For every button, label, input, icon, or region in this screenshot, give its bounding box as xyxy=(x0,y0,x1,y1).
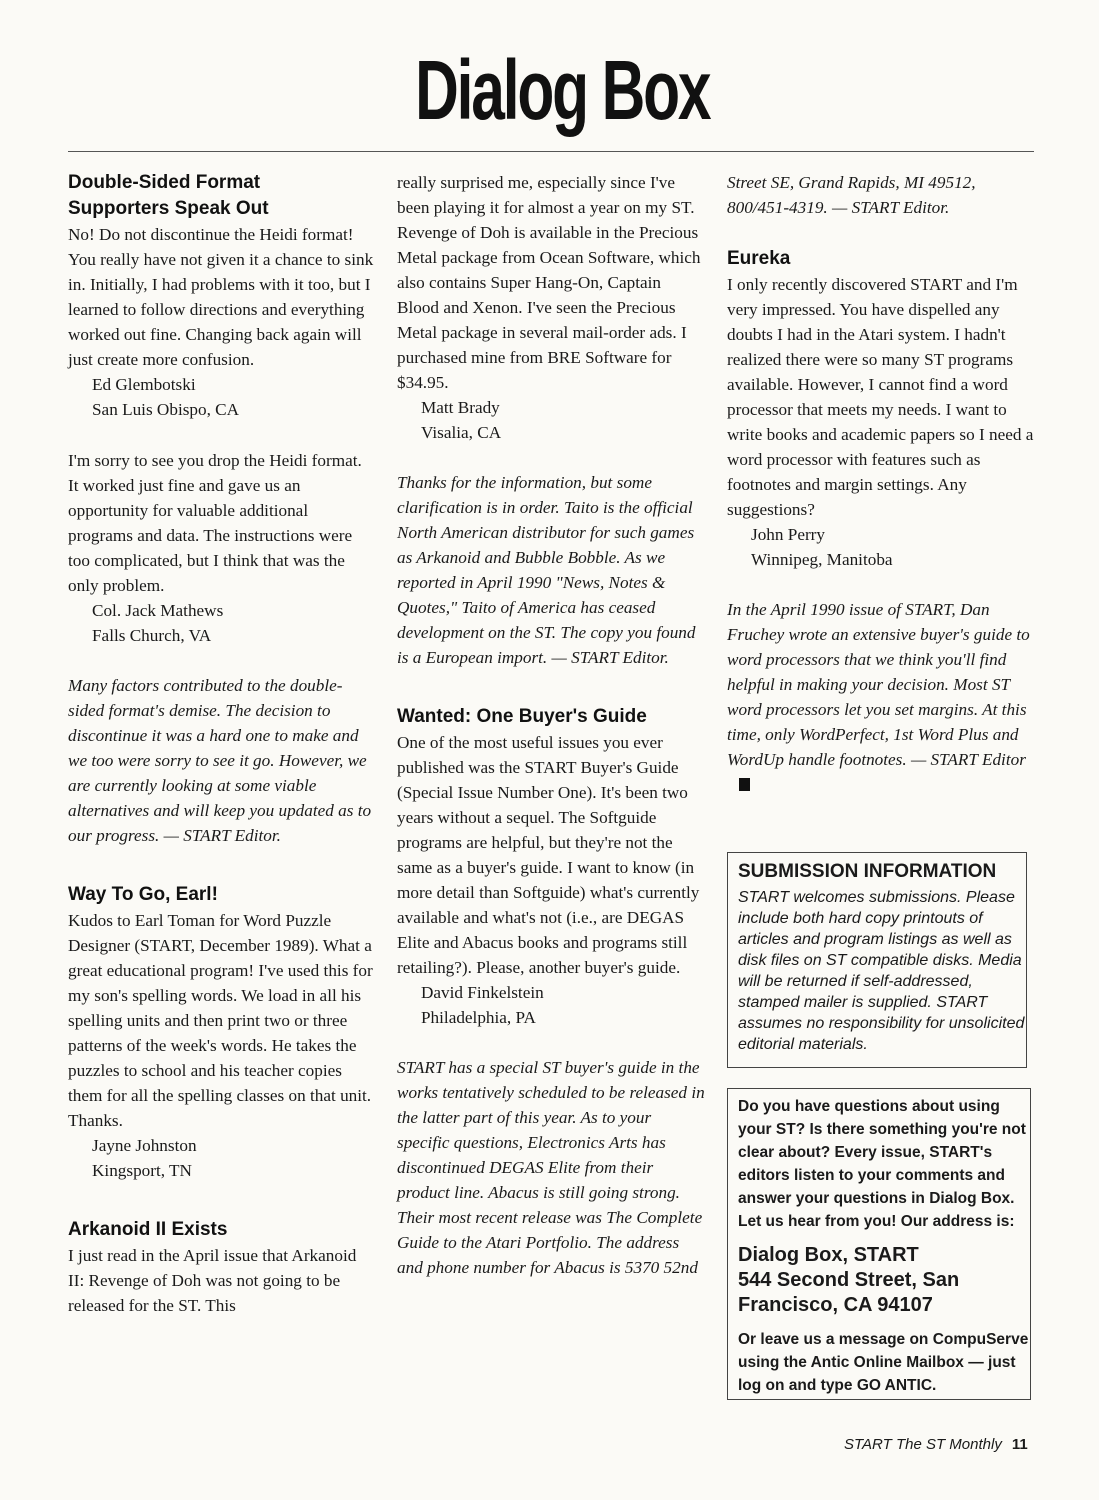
letter-eureka xyxy=(727,246,1035,797)
column-1 xyxy=(68,170,376,1344)
headline-way-to-go: Way To Go, Earl! xyxy=(68,884,218,905)
headline-buyers-guide: Wanted: One Buyer's Guide xyxy=(397,706,647,727)
editor-reply: Thanks for the information, but some clarification is in order. Taito is the official North American distributor for such games as Arkanoid and Bubble Bobble. As we reported in April 1990 "News, Notes & Quotes," Taito of America has ceased development on the ST. The copy you found is a European import. — START Editor. xyxy=(397,473,696,667)
signature-location: San Luis Obispo, CA xyxy=(92,400,240,419)
letter-double-sided xyxy=(68,170,376,422)
editor-reply: Many factors contributed to the double-sided format's demise. The decision to discontinue it was a hard one to make and we too were sorry to see it go. However, we are currently looking at some viable alternatives and will keep you updated as to our progress. — START Editor. xyxy=(68,676,372,845)
publication-name: START The ST Monthly xyxy=(844,1436,1002,1453)
column-2 xyxy=(397,170,707,1306)
letter-body: I only recently discovered START and I'm very impressed. You have dispelled any doubts I had in the Atari system. I hadn't realized there were so many ST programs available. However, I cannot find a word processor that meets my needs. I want to write books and academic papers so I need a word processor with features such as footnotes and margin settings. Any suggestions? xyxy=(727,275,1034,519)
letter-heidi-format xyxy=(68,448,376,848)
headline-double-sided: Double-Sided Format Supporters Speak Out xyxy=(68,172,269,219)
editor-reply-text: In the April 1990 issue of START, Dan Fruchey wrote an extensive buyer's guide to word processors that we think you'll find helpful in making your decision. Most ST word processors let you set margins. At this time, only WordPerfect, 1st Word Plus and WordUp handle footnotes. — START Editor xyxy=(727,600,1030,769)
address-line-1: Dialog Box, START xyxy=(738,1244,919,1266)
signature-location: Kingsport, TN xyxy=(92,1161,192,1180)
contact-box xyxy=(727,1088,1031,1400)
letter-buyers-guide xyxy=(397,704,707,1280)
editor-reply: Street SE, Grand Rapids, MI 49512, 800/451-4319. — START Editor. xyxy=(727,173,976,217)
signature-name: David Finkelstein xyxy=(421,983,544,1002)
letter-body: No! Do not discontinue the Heidi format! You really have not given it a chance to sink in. Initially, I had problems with it too, but I learned to follow directions and everything worked out fine. Changing back again will just create more confusion. xyxy=(68,225,374,369)
signature-name: Ed Glembotski xyxy=(92,375,196,394)
compuserve-note: Or leave us a message on CompuServe using the Antic Online Mailbox — just log on and type GO ANTIC. xyxy=(738,1331,1029,1394)
signature-location: Falls Church, VA xyxy=(92,626,212,645)
submission-title: SUBMISSION INFORMATION xyxy=(738,861,997,882)
signature-name: John Perry xyxy=(751,525,825,544)
headline-arkanoid: Arkanoid II Exists xyxy=(68,1219,228,1240)
editor-reply-continued xyxy=(727,170,1035,220)
contact-address xyxy=(738,1243,1030,1318)
letter-body: I'm sorry to see you drop the Heidi format. It worked just fine and gave us an opportunity for valuable additional programs and data. The instructions were too complicated, but I think that was the only problem. xyxy=(68,451,362,595)
page-title: Dialog Box xyxy=(415,43,710,137)
submission-body: START welcomes submissions. Please include both hard copy printouts of articles and program listings as well as disk files on ST compatible disks. Media will be returned if self-addressed, stamped mailer is supplied. START assumes no responsibility for unsolicited editorial materials. xyxy=(738,889,1025,1053)
letter-body: I just read in the April issue that Arkanoid II: Revenge of Doh was not going to be released for the ST. This xyxy=(68,1246,357,1315)
headline-eureka: Eureka xyxy=(727,248,791,269)
letter-way-to-go xyxy=(68,882,376,1183)
column-3 xyxy=(727,170,1035,823)
letter-arkanoid xyxy=(68,1217,376,1318)
address-line-2: 544 Second Street, San Francisco, CA 94107 xyxy=(738,1269,960,1316)
editor-reply xyxy=(727,597,1035,797)
signature-name: Jayne Johnston xyxy=(92,1136,197,1155)
signature-location: Winnipeg, Manitoba xyxy=(751,550,893,569)
page-number: 11 xyxy=(1011,1436,1028,1453)
contact-question: Do you have questions about using your ST? Is there something you're not clear about? Every issue, START's editors listen to your comments and answer your questions in Dialog Box. Let us hear from you! Our address is: xyxy=(738,1098,1026,1230)
signature-location: Philadelphia, PA xyxy=(421,1008,536,1027)
letter-body: One of the most useful issues you ever published was the START Buyer's Guide (Special Issue Number One). It's been two years without a sequel. The Softguide programs are helpful, but they're not the same as a buyer's guide. I want to know (in more detail than Softguide) what's currently available and what's not (i.e., are DEGAS Elite and Abacus books and programs still retailing?). Please, another buyer's guide. xyxy=(397,733,700,977)
signature-name: Matt Brady xyxy=(421,398,500,417)
end-mark-icon xyxy=(739,778,750,791)
letter-body: Kudos to Earl Toman for Word Puzzle Designer (START, December 1989). What a great educational program! I've used this for my son's spelling words. We load in all his spelling units and then print two or three patterns of the week's words. He takes the puzzles to school and his teacher copies them for all the spelling classes on that unit. Thanks. xyxy=(68,911,373,1130)
letter-arkanoid-continued xyxy=(397,170,707,670)
page-footer xyxy=(844,1436,1028,1453)
signature-name: Col. Jack Mathews xyxy=(92,601,224,620)
editor-reply: START has a special ST buyer's guide in the works tentatively scheduled to be released in the latter part of this year. As to your specific questions, Electronics Arts has discontinued DEGAS Elite from their product line. Abacus is still going strong. Their most recent release was The Complete Guide to the Atari Portfolio. The address and phone number for Abacus is 5370 52nd xyxy=(397,1058,705,1277)
signature-location: Visalia, CA xyxy=(421,423,502,442)
title-divider xyxy=(68,151,1034,152)
submission-info-box xyxy=(727,852,1027,1068)
letter-body: really surprised me, especially since I've been playing it for almost a year on my ST. Revenge of Doh is available in the Precious Metal package from Ocean Software, which also contains Super Hang-On, Captain Blood and Xenon. I've seen the Precious Metal package in several mail-order ads. I purchased mine from BRE Software for $34.95. xyxy=(397,173,701,392)
